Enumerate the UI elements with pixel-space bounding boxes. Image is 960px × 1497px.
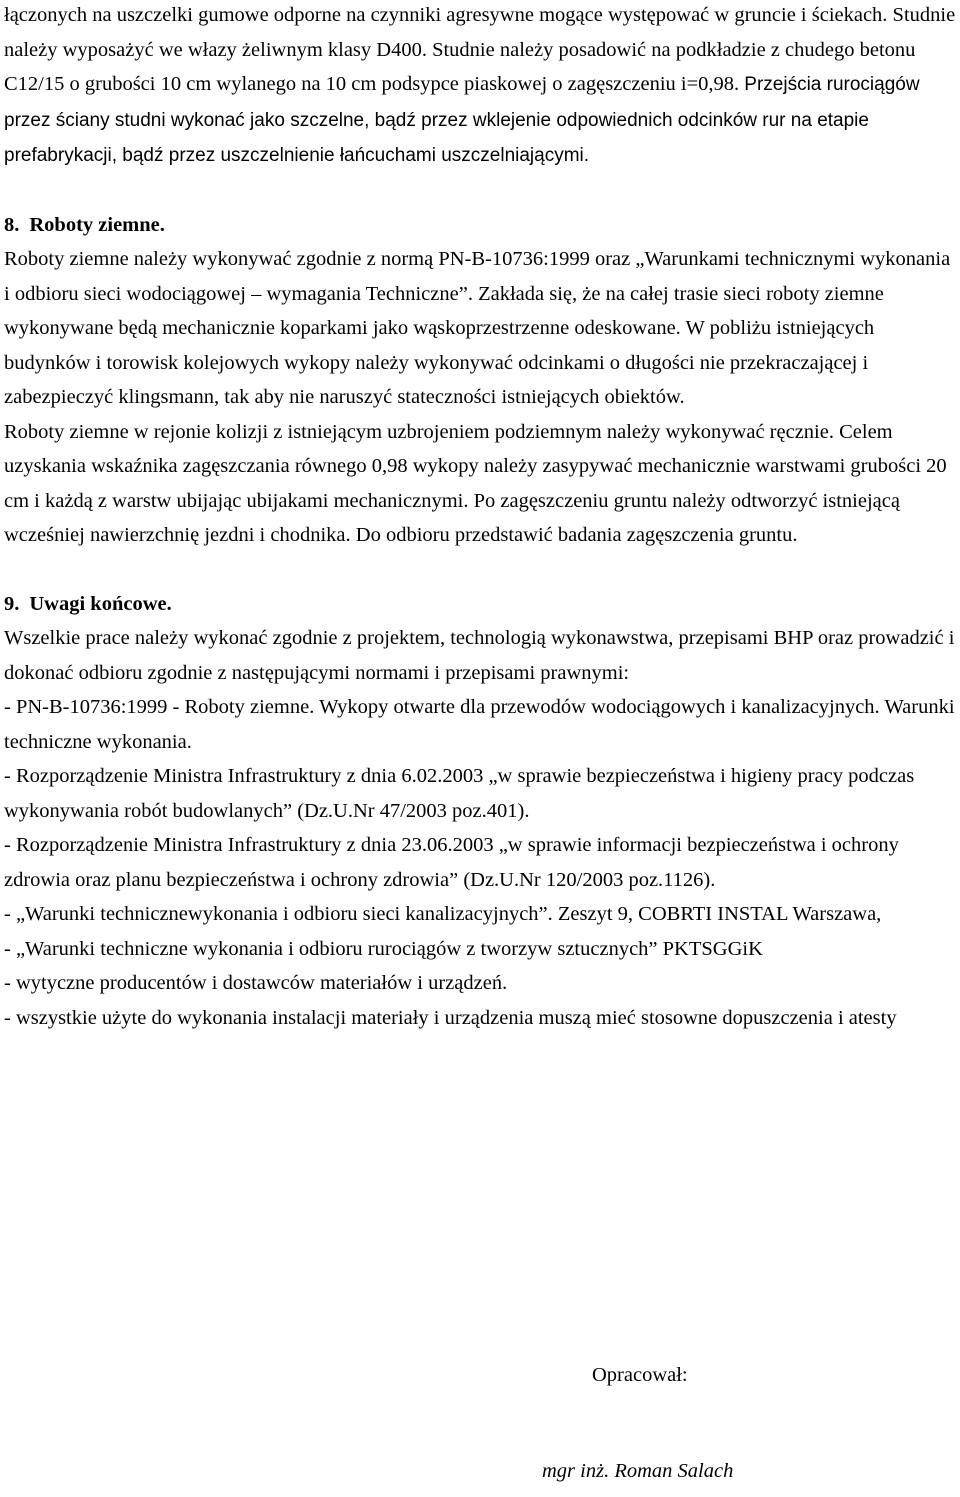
section-9-title: Uwagi końcowe. [29, 592, 172, 615]
regulation-list-item: - „Warunki techniczne wykonania i odbioru rurociągów z tworzyw sztucznych” PKTSGGiK [4, 937, 763, 960]
section-8-heading [4, 208, 956, 243]
document-page [4, 0, 956, 1035]
section-8-title: Roboty ziemne. [29, 213, 165, 236]
regulation-list-item: - „Warunki technicznewykonania i odbioru sieci kanalizacyjnych”. Zeszyt 9, COBRTI INSTAL Warszawa, [4, 903, 882, 925]
regulation-list-item: - Rozporządzenie Ministra Infrastruktury z dnia 23.06.2003 „w sprawie informacji bezpieczeństwa i ochrony zdrowia oraz planu bezpieczeństwa i ochrony zdrowia” (Dz.U.Nr 120/2003 poz.1126). [4, 834, 899, 891]
section-8-paragraph-2: Roboty ziemne w rejonie kolizji z istniejącym uzbrojeniem podziemnym należy wykonywać ręcznie. Celem uzyskania wskaźnika zagęszczania równego 0,98 wykopy należy zasypywać mechanicznie warstwami grubości 20 cm i każdą z warstw ubijając ubijakami mechanicznymi. Po zagęszczeniu gruntu należy odtworzyć istniejącą wcześniej nawierzchnię jezdni i chodnika. Do odbioru przedstawić badania zagęszczenia gruntu. [4, 420, 947, 546]
section-9-number: 9. [4, 592, 20, 615]
continuation-text-part2: Przejścia rurociągów przez ściany studni wykonać jako szczelne, bądź przez wklejenie odpowiednich odcinków rur na etapie prefabrykacji, bądź przez uszczelnienie łańcuchami uszczelniającymi. [4, 74, 920, 166]
regulation-list-item: - PN-B-10736:1999 - Roboty ziemne. Wykopy otwarte dla przewodów wodociągowych i kanalizacyjnych. Warunki techniczne wykonania. [4, 696, 955, 753]
section-8-number: 8. [4, 213, 20, 236]
regulation-list-item: - wszystkie użyte do wykonania instalacji materiały i urządzenia muszą mieć stosowne dopuszczenia i atesty [4, 1006, 897, 1029]
regulation-list-item: - wytyczne producentów i dostawców materiałów i urządzeń. [4, 972, 508, 994]
section-9-heading [4, 587, 956, 622]
continuation-text-part1: łączonych na uszczelki gumowe odporne na czynniki agresywne mogące występować w gruncie i ściekach. Studnie należy wyposażyć we włazy żeliwnym klasy D400. Studnie należy posadowić na podkładzie z chudego betonu C12/15 o grubości 10 cm wylanego na 10 cm podsypce piaskowej o zagęszczeniu i=0,98. [4, 4, 956, 95]
continuation-paragraph [4, 0, 956, 174]
section-9-intro: Wszelkie prace należy wykonać zgodnie z projektem, technologią wykonawstwa, przepisami BHP oraz prowadzić i dokonać odbioru zgodnie z następującymi normami i przepisami prawnymi: [4, 627, 955, 684]
author-name: mgr inż. Roman Salach [542, 1460, 734, 1482]
section-8-paragraph-1: Roboty ziemne należy wykonywać zgodnie z normą PN-B-10736:1999 oraz „Warunkami technicznymi wykonania i odbioru sieci wodociągowej – wymagania Techniczne”. Zakłada się, że na całej trasie sieci roboty ziemne wykonywane będą mechanicznie koparkami jako wąskoprzestrzenne odeskowane. W pobliżu istniejących budynków i torowisk kolejowych wykopy należy wykonywać odcinkami o długości nie przekraczającej i zabezpieczyć klingsmann, tak aby nie naruszyć stateczności istniejących obiektów. [4, 248, 951, 408]
prepared-by-label: Opracował: [592, 1364, 688, 1386]
regulation-list-item: - Rozporządzenie Ministra Infrastruktury z dnia 6.02.2003 „w sprawie bezpieczeństwa i higieny pracy podczas wykonywania robót budowlanych” (Dz.U.Nr 47/2003 poz.401). [4, 765, 915, 822]
